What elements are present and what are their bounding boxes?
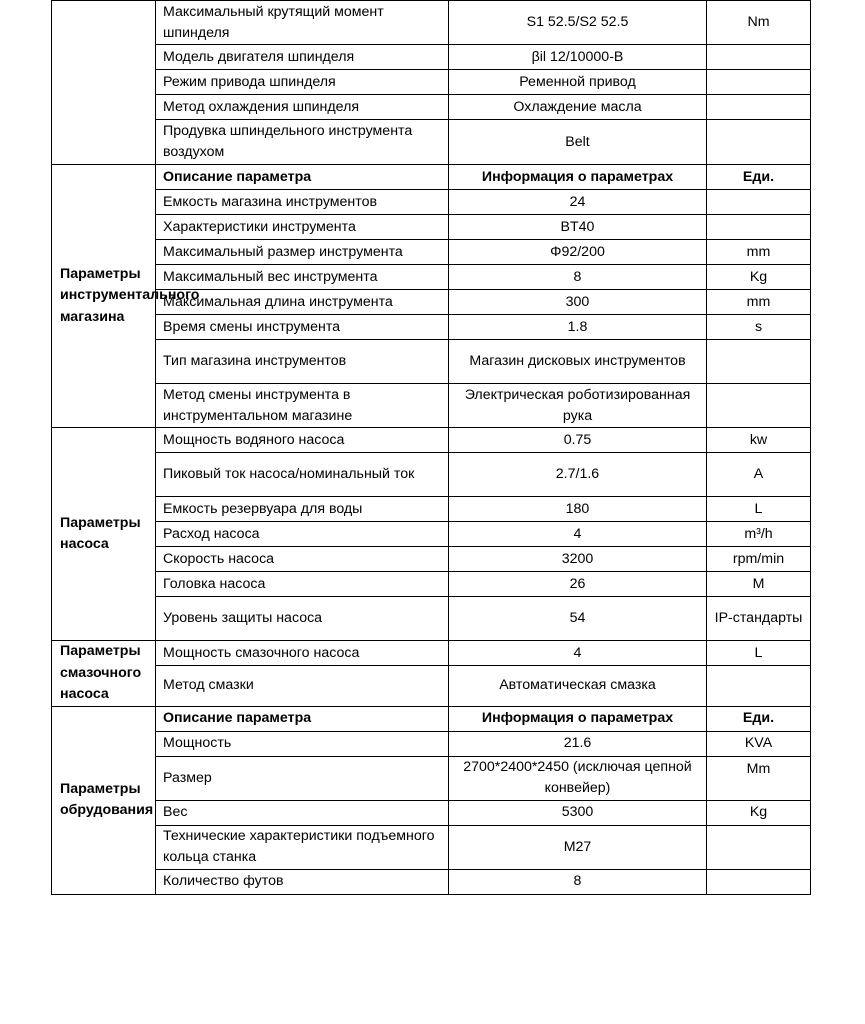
param-value: Охлаждение масла	[449, 95, 707, 120]
param-name: Характеристики инструмента	[156, 215, 449, 240]
table-row	[52, 240, 811, 265]
param-unit: Mm	[707, 756, 811, 800]
param-name: Размер	[156, 756, 449, 800]
param-value: Φ92/200	[449, 240, 707, 265]
table-row	[52, 572, 811, 597]
table-row	[52, 522, 811, 547]
table-row	[52, 45, 811, 70]
table-header-row	[52, 165, 811, 190]
param-name: Вес	[156, 800, 449, 825]
param-name: Головка насоса	[156, 572, 449, 597]
param-name: Мощность	[156, 731, 449, 756]
table-row	[52, 190, 811, 215]
param-name: Скорость насоса	[156, 547, 449, 572]
param-name: Максимальный крутящий момент шпинделя	[156, 1, 449, 45]
param-value: 54	[449, 597, 707, 641]
param-unit	[707, 190, 811, 215]
param-value: 5300	[449, 800, 707, 825]
table-row	[52, 290, 811, 315]
param-name: Мощность смазочного насоса	[156, 641, 449, 666]
param-unit	[707, 340, 811, 384]
param-value: Ременной привод	[449, 70, 707, 95]
table-row	[52, 869, 811, 894]
param-name: Технические характеристики подъемного кольца станка	[156, 825, 449, 869]
group-label-pump: Параметры насоса	[52, 428, 156, 641]
param-value: 21.6	[449, 731, 707, 756]
param-value: BT40	[449, 215, 707, 240]
param-value: 0.75	[449, 428, 707, 453]
param-value: 300	[449, 290, 707, 315]
param-unit: kw	[707, 428, 811, 453]
table-row	[52, 70, 811, 95]
table-row	[52, 666, 811, 706]
header-unit: Еди.	[707, 706, 811, 731]
param-name: Режим привода шпинделя	[156, 70, 449, 95]
table-row	[52, 120, 811, 165]
param-name: Количество футов	[156, 869, 449, 894]
param-unit: L	[707, 497, 811, 522]
table-row	[52, 340, 811, 384]
table-row	[52, 547, 811, 572]
group-cell-spindle	[52, 1, 156, 165]
param-value: 8	[449, 869, 707, 894]
header-value: Информация о параметрах	[449, 165, 707, 190]
param-value: Электрическая роботизированная рука	[449, 384, 707, 428]
table-row	[52, 95, 811, 120]
param-unit: Kg	[707, 265, 811, 290]
param-name: Уровень защиты насоса	[156, 597, 449, 641]
param-name: Тип магазина инструментов	[156, 340, 449, 384]
param-name: Максимальная длина инструмента	[156, 290, 449, 315]
param-unit: Kg	[707, 800, 811, 825]
table-row	[52, 641, 811, 666]
table-row	[52, 428, 811, 453]
param-value: 180	[449, 497, 707, 522]
param-unit: L	[707, 641, 811, 666]
param-value: Автоматическая смазка	[449, 666, 707, 706]
table-row	[52, 265, 811, 290]
table-row	[52, 384, 811, 428]
param-value: M27	[449, 825, 707, 869]
header-name: Описание параметра	[156, 165, 449, 190]
table-row	[52, 731, 811, 756]
table-row	[52, 453, 811, 497]
table-row	[52, 315, 811, 340]
param-name: Максимальный размер инструмента	[156, 240, 449, 265]
param-unit: rpm/min	[707, 547, 811, 572]
param-value: 3200	[449, 547, 707, 572]
table-row	[52, 756, 811, 800]
param-name: Максимальный вес инструмента	[156, 265, 449, 290]
header-name: Описание параметра	[156, 706, 449, 731]
param-value: Магазин дисковых инструментов	[449, 340, 707, 384]
param-name: Емкость магазина инструментов	[156, 190, 449, 215]
param-unit: mm	[707, 290, 811, 315]
header-value: Информация о параметрах	[449, 706, 707, 731]
table-row	[52, 597, 811, 641]
param-unit	[707, 666, 811, 706]
table-header-row	[52, 706, 811, 731]
param-unit	[707, 45, 811, 70]
param-value: 24	[449, 190, 707, 215]
table-row	[52, 1, 811, 45]
param-unit	[707, 215, 811, 240]
param-name: Метод смазки	[156, 666, 449, 706]
param-unit: A	[707, 453, 811, 497]
header-unit: Еди.	[707, 165, 811, 190]
param-value: 4	[449, 641, 707, 666]
param-name: Модель двигателя шпинделя	[156, 45, 449, 70]
param-name: Метод охлаждения шпинделя	[156, 95, 449, 120]
param-name: Емкость резервуара для воды	[156, 497, 449, 522]
param-name: Расход насоса	[156, 522, 449, 547]
param-name: Продувка шпиндельного инструмента воздухом	[156, 120, 449, 165]
param-unit: IP-стандарты	[707, 597, 811, 641]
param-unit	[707, 70, 811, 95]
param-unit	[707, 869, 811, 894]
param-unit	[707, 825, 811, 869]
param-unit: Nm	[707, 1, 811, 45]
table-row	[52, 825, 811, 869]
spec-table	[51, 0, 811, 895]
table-row	[52, 497, 811, 522]
param-value: Belt	[449, 120, 707, 165]
param-unit: KVA	[707, 731, 811, 756]
param-unit: m³/h	[707, 522, 811, 547]
param-value: S1 52.5/S2 52.5	[449, 1, 707, 45]
param-unit	[707, 384, 811, 428]
param-value: 2.7/1.6	[449, 453, 707, 497]
param-unit: mm	[707, 240, 811, 265]
param-value: 8	[449, 265, 707, 290]
param-unit: s	[707, 315, 811, 340]
param-unit	[707, 120, 811, 165]
param-unit: M	[707, 572, 811, 597]
group-label-magazine: Параметры инструментального магазина	[52, 165, 156, 428]
param-value: 4	[449, 522, 707, 547]
param-value: 1.8	[449, 315, 707, 340]
group-label-lube: Параметры смазочного насоса	[52, 641, 156, 707]
param-name: Метод смены инструмента в инструментальном магазине	[156, 384, 449, 428]
param-value: 2700*2400*2450 (исключая цепной конвейер)	[449, 756, 707, 800]
param-name: Пиковый ток насоса/номинальный ток	[156, 453, 449, 497]
param-name: Мощность водяного насоса	[156, 428, 449, 453]
param-value: βil 12/10000-B	[449, 45, 707, 70]
table-row	[52, 215, 811, 240]
table-row	[52, 800, 811, 825]
param-name: Время смены инструмента	[156, 315, 449, 340]
param-value: 26	[449, 572, 707, 597]
param-unit	[707, 95, 811, 120]
group-label-equipment: Параметры обрудования	[52, 706, 156, 894]
